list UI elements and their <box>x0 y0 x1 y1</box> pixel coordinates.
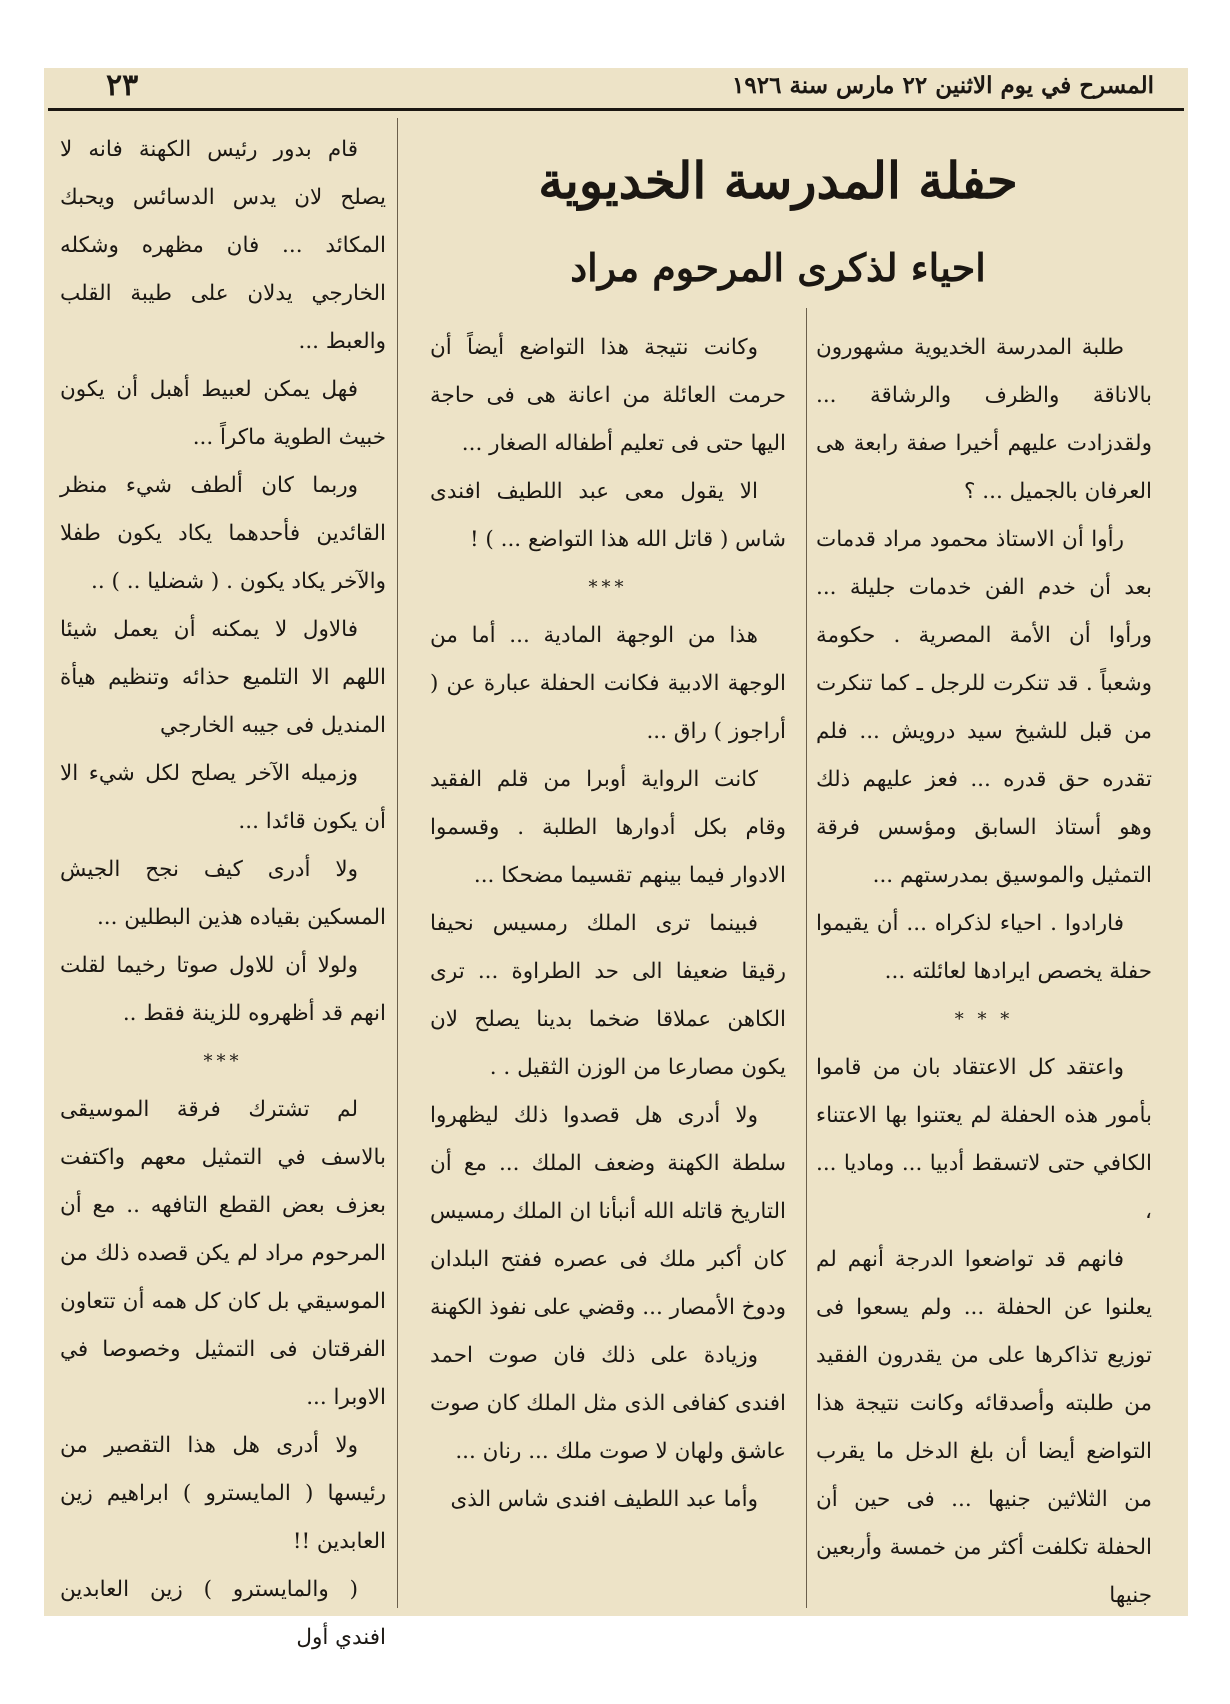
paragraph: ولولا أن للاول صوتا رخيما لقلت انهم قد أظهروه للزينة فقط .. <box>60 953 386 1026</box>
paragraph: فالاول لا يمكنه أن يعمل شيئا اللهم الا التلميع حذائه وتنظيم هيأة المنديل فى جيبه الخارجي <box>60 617 386 738</box>
paragraph: الا يقول معى عبد اللطيف افندى شاس ( قاتل الله هذا التواضع ... ) ! <box>430 479 786 552</box>
paragraph: رأوا أن الاستاذ محمود مراد قدمات بعد أن خدم الفن خدمات جليلة ... ورأوا أن الأمة المصرية . حكومة وشعباً . قد تنكرت للرجل ـ كما تنكرت من قبل للشيخ سيد درويش ... فلم تقدره حق قدره ... فعز عليهم ذلك وهو أستاذ السابق ومؤسس فرقة التمثيل والموسيق بمدرستهم ... <box>816 527 1152 888</box>
section-separator: * * * <box>954 1009 1014 1030</box>
paragraph: ولا أدرى هل قصدوا ذلك ليظهروا سلطة الكهنة وضعف الملك ... مع أن التاريخ قاتله الله أنبأنا ان الملك رمسيس كان أكبر ملك فى عصره ففتح البلدان ودوخ الأمصار ... وقضي على نفوذ الكهنة <box>429 1103 786 1320</box>
page-header-title: المسرح في يوم الاثنين ٢٢ مارس سنة ١٩٢٦ <box>732 72 1154 99</box>
article-subheadline: احياء لذكرى المرحوم مراد <box>570 245 986 290</box>
paragraph: لم تشترك فرقة الموسيقى بالاسف في التمثيل معهم واكتفت بعزف بعض القطع التافهه .. مع أن المرحوم مراد لم يكن قصده ذلك من الموسيقي بل كان كل همه أن تتعاون الفرقتان فى التمثيل وخصوصا في الاوبرا ... <box>60 1097 386 1410</box>
paragraph: فبينما ترى الملك رمسيس نحيفا رقيقا ضعيفا الى حد الطراوة ... ترى الكاهن عملاقا ضخما بدينا يصلح لان يكون مصارعا من الوزن الثقيل . . <box>430 911 786 1080</box>
paragraph: كانت الرواية أوبرا من قلم الفقيد وقام بكل أدوارها الطلبة . وقسموا الادوار فيما بينهم تقسيما مضحكا ... <box>430 767 786 888</box>
paragraph: فارادوا . احياء لذكراه ... أن يقيموا حفلة يخصص ايرادها لعائلته ... <box>816 911 1152 984</box>
paragraph: ولا أدرى كيف نجح الجيش المسكين بقياده هذين البطلين ... <box>60 857 386 930</box>
column-right <box>816 324 1152 1620</box>
article-headline: حفلة المدرسة الخديوية <box>538 151 1018 210</box>
paragraph: ولا أدرى هل هذا التقصير من رئيسها ( المايسترو ) ابراهيم زين العابدين !! <box>60 1433 386 1554</box>
column-middle <box>430 324 786 1524</box>
paragraph: ( والمايسترو ) زين العابدين افندي أول <box>60 1577 386 1650</box>
paragraph: قام بدور رئيس الكهنة فانه لا يصلح لان يدس الدسائس ويحبك المكائد ... فان مظهره وشكله الخارجي يدلان على طيبة القلب والعبط ... <box>60 137 386 354</box>
paragraph: وأما عبد اللطيف افندى شاس الذى <box>450 1487 758 1512</box>
column-divider-right <box>806 308 807 1608</box>
paragraph: وكانت نتيجة هذا التواضع أيضاً أن حرمت العائلة من اعانة هى فى حاجة اليها حتى فى تعليم أطفاله الصغار ... <box>430 335 786 456</box>
header-rule <box>48 108 1184 111</box>
page-number: ٢٣ <box>106 68 139 103</box>
column-divider-left <box>397 118 398 1608</box>
page-header <box>44 68 1188 110</box>
paragraph: فهل يمكن لعبيط أهبل أن يكون خبيث الطوية ماكراً ... <box>60 377 386 450</box>
paragraph: وزيادة على ذلك فان صوت احمد افندى كفافى الذى مثل الملك كان صوت عاشق ولهان لا صوت ملك ... رنان ... <box>430 1343 786 1464</box>
paragraph: واعتقد كل الاعتقاد بان من قاموا بأمور هذه الحفلة لم يعتنوا بها الاعتناء الكافي حتى لاتسقط أدبيا ... وماديا ... ، <box>816 1055 1152 1224</box>
paragraph: هذا من الوجهة المادية ... أما من الوجهة الادبية فكانت الحفلة عبارة عن ( أراجوز ) راق ... <box>430 623 786 744</box>
paragraph: وزميله الآخر يصلح لكل شيء الا أن يكون قائدا ... <box>60 761 386 834</box>
paragraph: وربما كان ألطف شيء منظر القائدين فأحدهما يكاد يكون طفلا والآخر يكاد يكون . ( شضليا .. ) .. <box>60 473 386 594</box>
paragraph: طلبة المدرسة الخديوية مشهورون بالاناقة والظرف والرشاقة ... ولقدزادت عليهم أخيرا صفة رابعة هى العرفان بالجميل ... ؟ <box>816 335 1152 504</box>
paragraph: فانهم قد تواضعوا الدرجة أنهم لم يعلنوا عن الحفلة ... ولم يسعوا فى توزيع تذاكرها على من يقدرون الفقيد من طلبته وأصدقائه وكانت نتيجة هذا التواضع أيضا أن بلغ الدخل ما يقرب من الثلاثين جنيها ... فى حين أن الحفلة تكلفت أكثر من خمسة وأربعين جنيها <box>816 1247 1152 1608</box>
section-separator: *** <box>203 1051 243 1072</box>
column-left <box>60 126 386 1662</box>
section-separator: *** <box>588 577 628 598</box>
newspaper-page <box>44 68 1188 1650</box>
